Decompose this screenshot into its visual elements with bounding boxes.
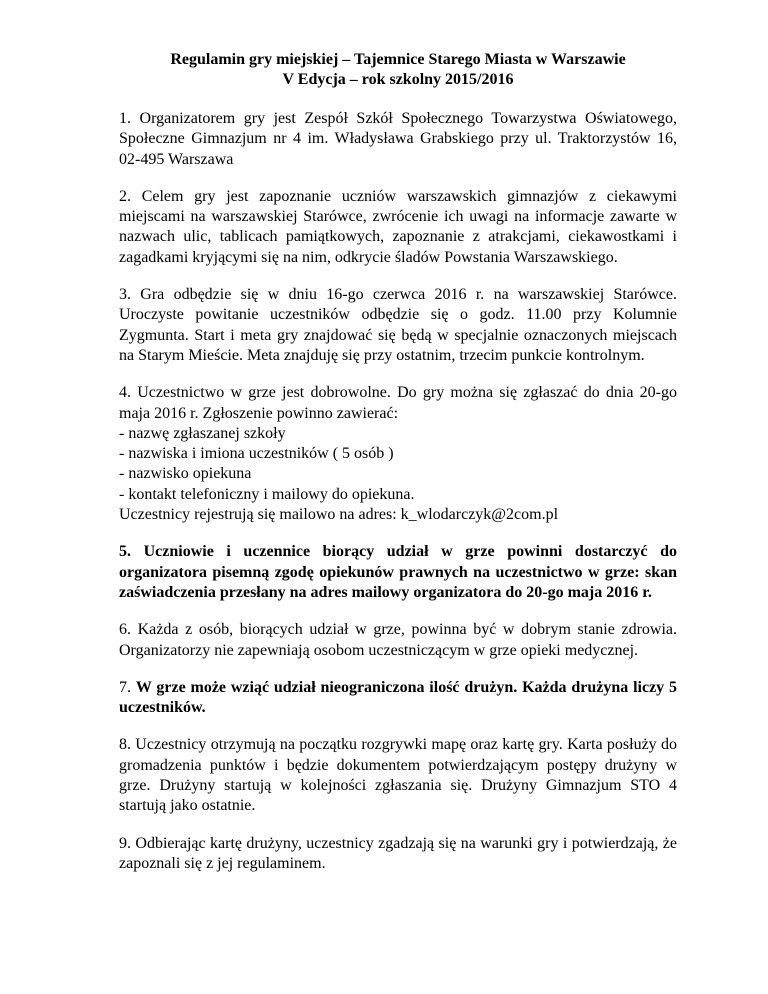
paragraph-2-goal: 2. Celem gry jest zapoznanie uczniów warszawskich gimnazjów z ciekawymi miejscami na warszawskiej Starówce, zwrócenie ich uwagi na informacje zawarte w nazwach ulic, tablicach pamiątkowych, zapoznanie z atrakcjami, ciekawostkami i zagadkami kryjącymi się na nim, odkrycie śladów Powstania Warszawskiego. — [119, 187, 677, 266]
document-title — [119, 50, 677, 90]
registration-intro: 4. Uczestnictwo w grze jest dobrowolne. Do gry można się zgłaszać do dnia 20-go maja 2016 r. Zgłoszenie powinno zawierać: — [119, 384, 677, 422]
paragraph-5-consent: 5. Uczniowie i uczennice biorący udział w grze powinni dostarczyć do organizatora pisemną zgodę opiekunów prawnych na uczestnictwo w grze: skan zaświadczenia przesłany na adres mailowy organizatora do 20-go maja 2016 r. — [119, 543, 677, 601]
paragraph-7-number: 7. — [119, 678, 136, 696]
title-line-2: V Edycja – rok szkolny 2015/2016 — [282, 71, 514, 88]
list-item: - nazwiska i imiona uczestników ( 5 osób ) — [119, 445, 394, 463]
list-item: - nazwisko opiekuna — [119, 465, 252, 483]
paragraph-1-organizer: 1. Organizatorem gry jest Zespół Szkół Społecznego Towarzystwa Oświatowego, Społeczne Gimnazjum nr 4 im. Władysława Grabskiego przy ul. Traktorzystów 16, 02-495 Warszawa — [119, 110, 677, 168]
registration-email-line: Uczestnicy rejestrują się mailowo na adres: k_wlodarczyk@2com.pl — [119, 506, 559, 524]
paragraph-7-bold-text: W grze może wziąć udział nieograniczona ilość drużyn. Każda drużyna liczy 5 uczestników. — [119, 678, 677, 717]
paragraph-9-acceptance: 9. Odbierając kartę drużyny, uczestnicy zgadzają się na warunki gry i potwierdzają, że zapoznali się z jej regulaminem. — [119, 834, 677, 872]
document-page — [119, 50, 677, 891]
title-line-1: Regulamin gry miejskiej – Tajemnice Starego Miasta w Warszawie — [170, 51, 626, 68]
paragraph-3-date-place: 3. Gra odbędzie się w dniu 16-go czerwca 2016 r. na warszawskiej Starówce. Uroczyste powitanie uczestników odbędzie się o godz. 11.00 przy Kolumnie Zygmunta. Start i meta gry znajdować się będą w specjalnie oznaczonych miejscach na Starym Mieście. Meta znajduję się przy ostatnim, trzecim punkcie kontrolnym. — [119, 286, 677, 364]
registration-requirements-list — [119, 424, 677, 505]
paragraph-8-map-card: 8. Uczestnicy otrzymują na początku rozgrywki mapę oraz kartę gry. Karta posłuży do gromadzenia punktów i będzie dokumentem potwierdzającym postępy drużyny w grze. Drużyny startują w kolejności zgłaszania się. Drużyny Gimnazjum STO 4 startują jako ostatnie. — [119, 736, 677, 815]
list-item: - nazwę zgłaszanej szkoły — [119, 424, 286, 442]
paragraph-4-registration — [119, 383, 677, 525]
paragraph-6-health: 6. Każda z osób, biorących udział w grze, powinna być w dobrym stanie zdrowia. Organizatorzy nie zapewniają osobom uczestniczącym w grze opieki medycznej. — [119, 621, 677, 659]
paragraph-7-teams — [119, 678, 677, 719]
list-item: - kontakt telefoniczny i mailowy do opiekuna. — [119, 485, 415, 503]
